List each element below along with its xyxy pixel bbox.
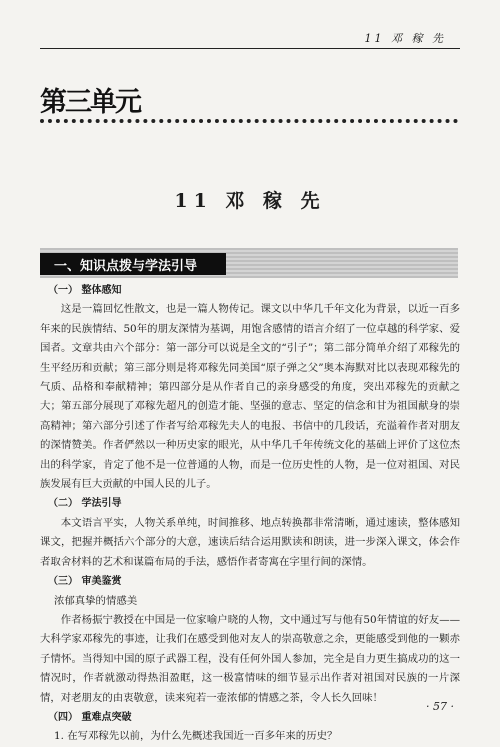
- question-1: 1. 在写邓稼先以前，为什么先概述我国近一百多年来的历史？: [54, 730, 338, 743]
- section-banner-block: [40, 253, 226, 275]
- unit-divider: [40, 119, 458, 123]
- section-banner: [40, 248, 458, 278]
- running-head-text: 11 邓 稼 先: [364, 32, 446, 45]
- subsection-heading-method: （二） 学法引导: [48, 498, 122, 510]
- section-banner-text: 一、知识点拨与学法引导: [54, 259, 198, 274]
- subsection-heading-overview: （一） 整体感知: [48, 285, 122, 296]
- lesson-title: 11 邓 稼 先: [174, 190, 326, 212]
- paragraph-overview: 这是一篇回忆性散文，也是一篇人物传记。课文以中华几千年文化为背景，以近一百多年来的民族情结、50年的朋友深情为基调，用饱含感情的语言介绍了一位卓越的科学家、爱国者。文章共由六个部分：第一部分可以说是全文的“引子”；第二部分简单介绍了邓稼先的生平经历和贡献；第三部分则是将邓稼先同美国“原子弹之父”奥本海默对比以表现邓稼先的气质、品格和奉献精神；第四部分是从作者自己的亲身感受的角度，突出邓稼先的贡献之大；第五部分展现了邓稼先超凡的创造才能、坚强的意志、坚定的信念和甘为祖国献身的崇高精神；第六部分引述了作者写给邓稼先夫人的电报、书信中的几段话，充溢着作者对朋友的深情赞美。作者俨然以一种历史家的眼光，从中华几千年传统文化的基础上评价了这位杰出的科学家，肯定了他不是一位普通的人物，而是一位历史性的人物，是一位对祖国、对民族发展有巨大贡献的中国人民的儿子。: [40, 303, 460, 491]
- paragraph-method: 本文语言平实，人物关系单纯，时间推移、地点转换都非常清晰，通过速读，整体感知课文，把握并概括六个部分的大意，速读后结合运用默读和朗读，进一步深入课文，体会作者取舍材料的艺术和谋篇布局的手法，感悟作者寄寓在字里行间的深情。: [40, 516, 460, 568]
- body-text: [40, 281, 460, 747]
- paragraph-appreciation: 作者杨振宁教授在中国是一位家喻户晓的人物，文中通过写与他有50年情谊的好友——大科学家邓稼先的事迹，让我们在感受到他对友人的崇高敬意之余，更能感受到他的一颗赤子情怀。当得知中国的原子武器工程，没有任何外国人参加，完全是自力更生搞成功的这一情况时，作者就激动得热泪盈眶，这一极富情味的细节显示出作者对祖国对民族的一片深情，对老朋友的由衷敬意，读来宛若一壶浓郁的情感之茶，令人长久回味！: [40, 613, 460, 704]
- unit-title: 第三单元: [40, 87, 140, 118]
- subsection-heading-appreciation: （三） 审美鉴赏: [48, 576, 122, 588]
- appreciation-heading: 浓郁真挚的情感美: [54, 594, 138, 607]
- running-head: [40, 32, 460, 49]
- subsection-heading-key-points: （四） 重难点突破: [48, 711, 132, 723]
- page-number: · 57 ·: [426, 700, 454, 713]
